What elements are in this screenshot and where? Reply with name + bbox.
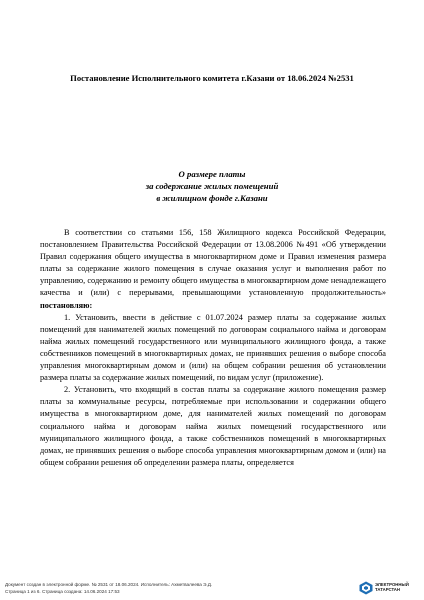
subject-line-2: за содержание жилых помещений xyxy=(145,181,279,192)
logo-line-1: ЭЛЕКТРОННЫЙ xyxy=(375,582,409,587)
subject-line-3: в жилищном фонде г.Казани xyxy=(156,193,268,204)
electronic-tatarstan-logo xyxy=(359,580,421,596)
subject-line-1: О размере платы xyxy=(178,169,246,179)
document-body xyxy=(40,227,386,469)
preamble-text: В соответствии со статьями 156, 158 Жилищного кодекса Российской Федерации, постановлением Правительства Российской Федерации от 13.08.2006 №491 «Об утверждении Правил содержания общего имущества в многоквартирном доме и Правил изменения размера платы за содержание жилого помещения в случае оказания услуг и выполнения работ по управлению, содержанию и ремонту общего имущества в многоквартирном доме ненадлежащего качества и (или) с перерывами, превышающими установленную продолжительность» xyxy=(40,228,386,298)
footer-line-2: Страница 1 из 6. Страница создана: 14.06.2024 17:53 xyxy=(5,588,120,594)
footer-line-1: Документ создан в электронной форме. № 2531 от 18.06.2024. Исполнитель: Ахметвалеева Э.Д. xyxy=(5,582,213,587)
preamble-paragraph xyxy=(40,227,386,312)
document-footer xyxy=(5,582,355,596)
logo-text xyxy=(375,582,409,593)
document-title: Постановление Исполнительного комитета г.Казани от 18.06.2024 №2531 xyxy=(70,73,354,83)
preamble-keyword: постановляю: xyxy=(40,300,93,310)
item-2-paragraph: 2. Установить, что входящий в состав платы за содержание жилого помещения размер платы за коммунальные ресурсы, потребляемые при использовании и содержании общего имущества в многоквартирном доме, для нанимателей жилых помещений по договорам социального найма и договорам найма жилых помещений государственного или муниципального жилищного фонда, а также собственников помещений в многоквартирных домах, не принявших решения о выборе способа управления многоквартирным домом и (или) на общем собрании решения об определении размера платы, определяется xyxy=(40,385,386,467)
logo-line-2: ТАТАРСТАН xyxy=(375,587,401,593)
tatarstan-emblem-icon xyxy=(359,581,373,595)
document-subject xyxy=(0,168,424,205)
item-1-paragraph: 1. Установить, ввести в действие с 01.07.2024 размер платы за содержание жилых помещений для нанимателей жилых помещений по договорам социального найма и договорам найма жилых помещений государственного или муниципального жилищного фонда, а также собственников помещений в многоквартирных домах, не принявших решения о выборе способа управления многоквартирным домом и (или) на общем собрании решения об установлении размера платы за содержание жилых помещений, по видам услуг (приложение). xyxy=(40,312,386,383)
